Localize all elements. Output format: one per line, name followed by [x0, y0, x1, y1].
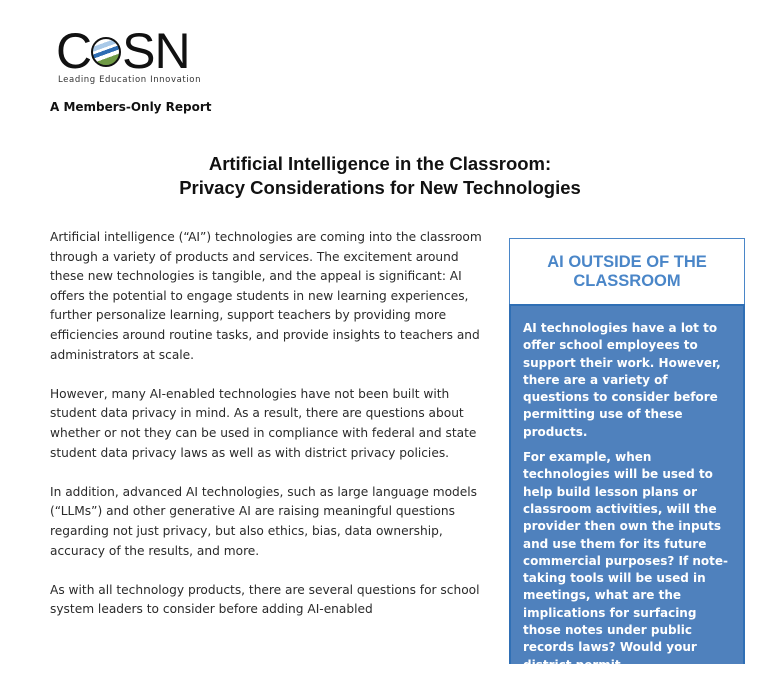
- cosn-logo: [56, 23, 216, 86]
- sidebar-heading: AI OUTSIDE OF THE CLASSROOM: [509, 238, 745, 304]
- logo-letters-sn: SN: [122, 23, 190, 79]
- report-subtitle: A Members-Only Report: [50, 100, 212, 114]
- body-paragraph: However, many AI-enabled technologies have not been built with student data privacy in mind. As a result, there are questions about whether or not they can be used in compliance with federal and state student data privacy laws as well as with district privacy policies.: [50, 386, 477, 460]
- body-paragraph: As with all technology products, there are several questions for school system leaders to consider before adding AI-enabled: [50, 582, 480, 617]
- sidebar-paragraph: AI technologies have a lot to offer school employees to support their work. However, there are a variety of questions to consider before permitting use of these products.: [523, 321, 721, 439]
- body-paragraph: Artificial intelligence (“AI”) technologies are coming into the classroom through a variety of products and services. The excitement around these new technologies is tangible, and the appeal is significant: AI offers the potential to engage students in new learning experiences, further personalize learning, support teachers by providing more efficiencies around routine tasks, and provide insights to teachers and administrators at scale.: [50, 230, 482, 362]
- title-line-1: Artificial Intelligence in the Classroom:: [208, 153, 552, 174]
- globe-stripes-icon: [91, 37, 121, 67]
- page-title: [0, 152, 760, 200]
- body-paragraph: In addition, advanced AI technologies, such as large language models (“LLMs”) and other generative AI are raising meaningful questions regarding not just privacy, but also ethics, bias, data ownership, accuracy of the results, and more.: [50, 484, 478, 558]
- logo-letter-c: C: [56, 23, 92, 79]
- logo-tagline: Leading Education Innovation: [58, 75, 202, 85]
- logo-wordmark: [56, 23, 190, 79]
- sidebar-paragraph: For example, when technologies will be used to help build lesson plans or classroom activities, will the provider then own the inputs and use them for its future commercial purposes? If note-taking tools will be used in meetings, what are the implications for surfacing those notes under public records laws? Would your district permit: [523, 450, 728, 672]
- sidebar-callout: [509, 238, 745, 672]
- sidebar-body: [509, 304, 745, 672]
- main-body-text: [50, 228, 495, 639]
- title-line-2: Privacy Considerations for New Technologies: [179, 177, 581, 198]
